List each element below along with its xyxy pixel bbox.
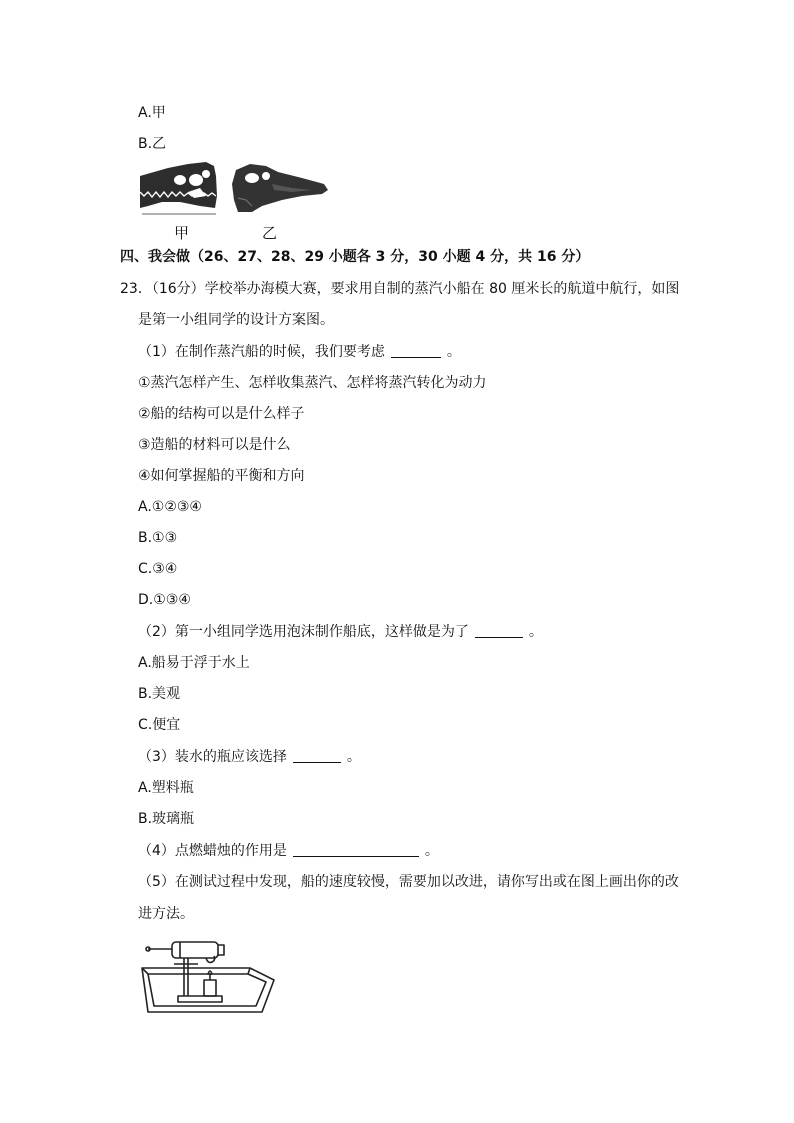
- skull-yi-figure: [232, 162, 330, 214]
- q23-sub3-prompt: [138, 748, 361, 766]
- sub4-prompt-text: （4）点燃蜡烛的作用是: [138, 843, 287, 859]
- answer-blank-3[interactable]: [293, 748, 341, 763]
- q23-sub5-line2: 进方法。: [138, 906, 194, 922]
- option-a-jia: A.甲: [138, 105, 166, 121]
- q23-sub5-line1: （5）在测试过程中发现，船的速度较慢，需要加以改进，请你写出或在图上画出你的改: [138, 874, 679, 890]
- sub3-prompt-text: （3）装水的瓶应该选择: [138, 749, 287, 765]
- sub1-prompt-text: （1）在制作蒸汽船的时候，我们要考虑: [138, 344, 385, 360]
- sub3-end: 。: [346, 749, 361, 765]
- sub4-end: 。: [424, 843, 439, 859]
- sub1-end: 。: [446, 344, 461, 360]
- q23-sub2-choice-b: B.美观: [138, 686, 181, 702]
- q23-sub1-item-1: ①蒸汽怎样产生、怎样收集蒸汽、怎样将蒸汽转化为动力: [138, 375, 487, 391]
- steam-boat-figure[interactable]: [138, 936, 278, 1020]
- answer-blank-4[interactable]: [293, 842, 419, 857]
- sub2-prompt-text: （2）第一小组同学选用泡沫制作船底，这样做是为了: [138, 624, 469, 640]
- q23-stem-line2: 是第一小组同学的设计方案图。: [138, 312, 334, 328]
- q23-sub1-item-4: ④如何掌握船的平衡和方向: [138, 468, 305, 484]
- q23-sub1-prompt: [138, 343, 461, 361]
- option-b-yi: B.乙: [138, 136, 167, 152]
- q23-sub1-item-3: ③造船的材料可以是什么: [138, 437, 291, 453]
- answer-blank-1[interactable]: [391, 343, 441, 358]
- q23-sub1-choice-b: B.①③: [138, 530, 178, 546]
- q23-sub2-prompt: [138, 623, 543, 641]
- q23-sub1-choice-a: A.①②③④: [138, 499, 202, 515]
- answer-blank-2[interactable]: [475, 623, 523, 638]
- skull-jia-figure: [140, 162, 220, 218]
- q23-sub1-choice-c: C.③④: [138, 561, 178, 577]
- q23-stem-line1: 23．（16分）学校举办海模大赛，要求用自制的蒸汽小船在 80 厘米长的航道中航行，如图: [120, 281, 680, 297]
- caption-yi: 乙: [262, 224, 278, 242]
- q23-sub1-choice-d: D.①③④: [138, 592, 191, 608]
- caption-jia: 甲: [174, 224, 190, 242]
- q23-sub2-choice-c: C.便宜: [138, 717, 181, 733]
- q23-sub3-choice-a: A.塑料瓶: [138, 780, 194, 796]
- q23-sub2-choice-a: A.船易于浮于水上: [138, 655, 250, 671]
- q23-sub4-prompt: [138, 842, 439, 860]
- q23-sub3-choice-b: B.玻璃瓶: [138, 811, 195, 827]
- sub2-end: 。: [528, 624, 543, 640]
- q23-sub1-item-2: ②船的结构可以是什么样子: [138, 406, 305, 422]
- section-heading: 四、我会做（26、27、28、29 小题各 3 分，30 小题 4 分，共 16 分）: [120, 249, 590, 265]
